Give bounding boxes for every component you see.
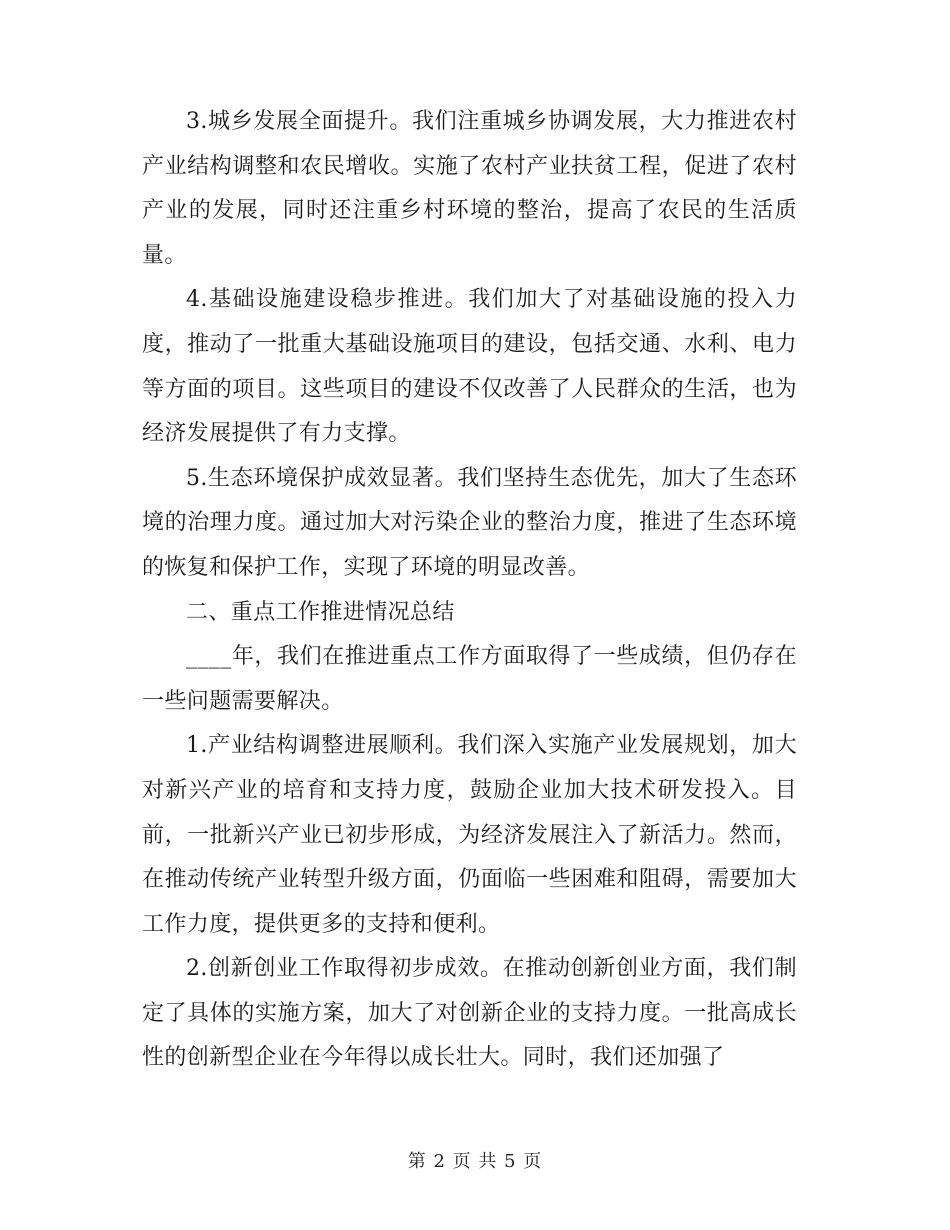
paragraph-infrastructure: 4.基础设施建设稳步推进。我们加大了对基础设施的投入力度，推动了一批重大基础设施项目的建设，包括交通、水利、电力等方面的项目。这些项目的建设不仅改善了人民群众的生活，也为经济发展提供了有力支撑。 bbox=[142, 287, 797, 447]
page-number-footer: 第 2 页 共 5 页 bbox=[407, 1151, 543, 1172]
section-heading: 二、重点工作推进情况总结 bbox=[186, 599, 455, 625]
document-body bbox=[142, 100, 797, 1081]
paragraph-urban-rural: 3.城乡发展全面提升。我们注重城乡协调发展，大力推进农村产业结构调整和农民增收。实施了农村产业扶贫工程，促进了农村产业的发展，同时还注重乡村环境的整治，提高了农民的生活质量。 bbox=[142, 109, 797, 268]
paragraph-ecology: 5.生态环境保护成效显著。我们坚持生态优先，加大了生态环境的治理力度。通过加大对污染企业的整治力度，推进了生态环境的恢复和保护工作，实现了环境的明显改善。 bbox=[142, 465, 797, 580]
paragraph-innovation: 2.创新创业工作取得初步成效。在推动创新创业方面，我们制定了具体的实施方案，加大了对创新企业的支持力度。一批高成长性的创新型企业在今年得以成长壮大。同时，我们还加强了 bbox=[142, 956, 797, 1071]
paragraph-intro: ____年，我们在推进重点工作方面取得了一些成绩，但仍存在一些问题需要解决。 bbox=[142, 644, 797, 714]
paragraph-industry: 1.产业结构调整进展顺利。我们深入实施产业发展规划，加大对新兴产业的培育和支持力度，鼓励企业加大技术研发投入。目前，一批新兴产业已初步形成，为经济发展注入了新活力。然而，在推动传统产业转型升级方面，仍面临一些困难和阻碍，需要加大工作力度，提供更多的支持和便利。 bbox=[142, 733, 797, 937]
